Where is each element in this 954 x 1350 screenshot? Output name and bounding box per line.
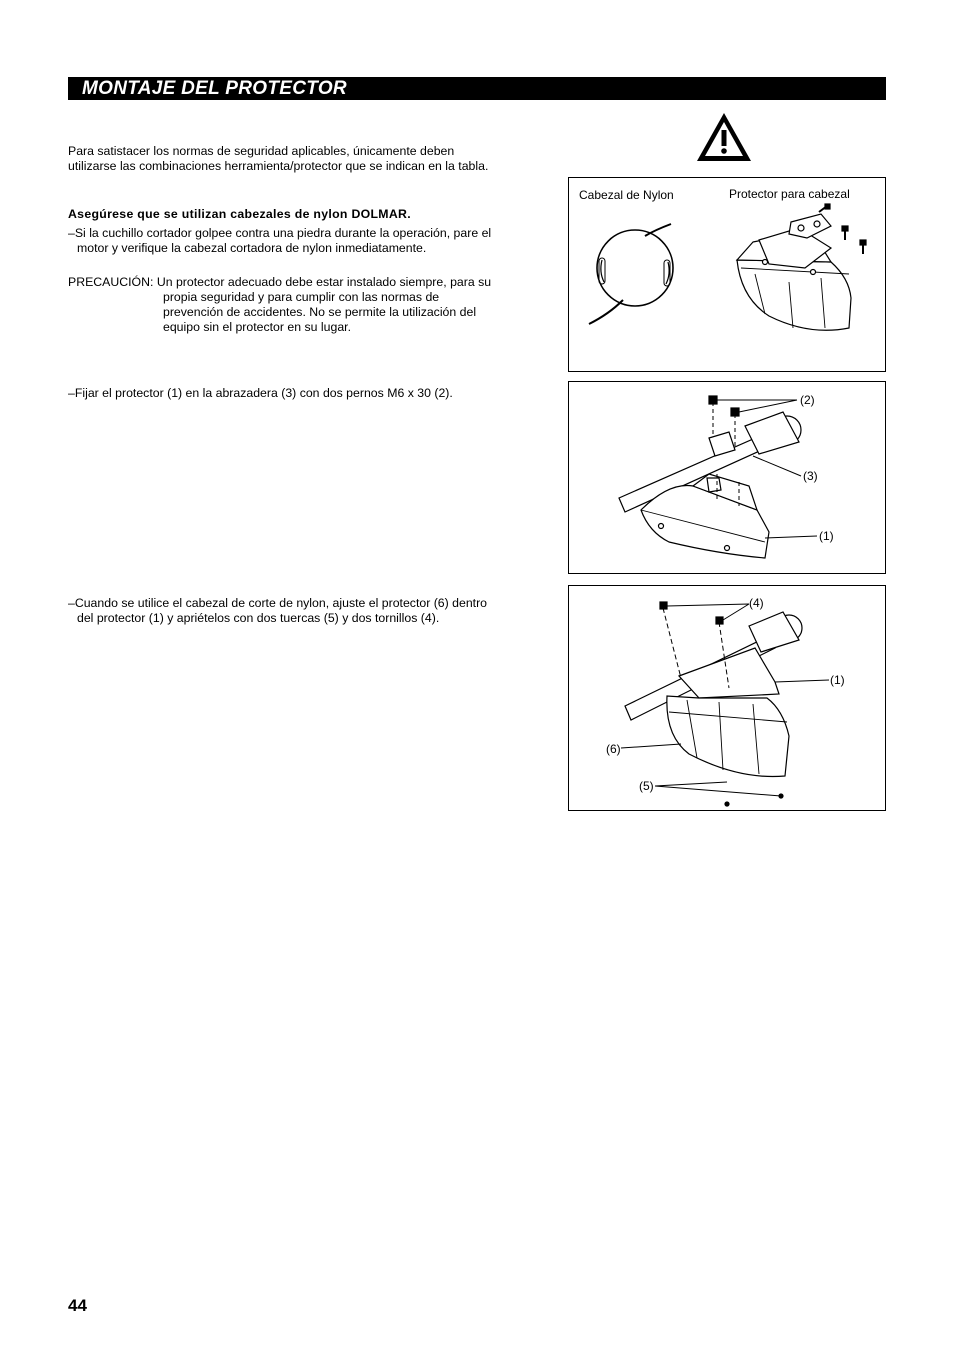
figure-nylon-protector-assembly [568, 585, 886, 811]
step-1-text: –Fijar el protector (1) en la abrazadera (3) con dos pernos M6 x 30 (2). [68, 386, 453, 400]
section-title: MONTAJE DEL PROTECTOR [82, 78, 347, 99]
nylon-protector-assembly-drawing [569, 586, 885, 810]
intro-paragraph: Para satistacer los normas de seguridad aplicables, únicamente deben utilizarse las combinaciones herramienta/protector que se indican en la tabla. [68, 144, 489, 173]
caution-paragraph: PRECAUCIÓN: Un protector adecuado debe estar instalado siempre, para su propia seguridad y para cumplir con las normas de prevención de accidentes. No se permite la utilización del equipo sin el protector en su lugar. [68, 275, 492, 334]
page-number: 44 [68, 1296, 87, 1315]
section-banner [68, 77, 886, 100]
callout-1: (1) [819, 529, 834, 543]
nylon-note-heading: Asegúrese que se utilizan cabezales de nylon DOLMAR. [68, 207, 411, 221]
protector-label: Protector para cabezal [729, 187, 850, 201]
callout-6: (6) [606, 742, 621, 756]
protector-clamp-drawing [569, 382, 885, 573]
warning-triangle-icon [694, 110, 754, 164]
protector-icon [737, 204, 866, 330]
callout-3: (3) [803, 469, 818, 483]
nylon-head-icon [589, 224, 673, 324]
step-2-text: –Cuando se utilice el cabezal de corte de nylon, ajuste el protector (6) dentro del protector (1) y apriételos con dos tuercas (5) y dos tornillos (4). [68, 596, 488, 625]
callout-1b: (1) [830, 673, 845, 687]
nylon-head-label: Cabezal de Nylon [579, 188, 674, 202]
nylon-protector-drawing [569, 178, 885, 371]
figure-protector-clamp [568, 381, 886, 574]
callout-5: (5) [639, 779, 654, 793]
callout-4: (4) [749, 596, 764, 610]
figure-nylon-head-protector [568, 177, 886, 372]
nylon-note: Asegúrese que se utilizan cabezales de nylon DOLMAR. –Si la cuchillo cortador golpee contra una piedra durante la operación, pare el motor y verifique la cabezal cortadora de nylon inmediatamente. [68, 207, 492, 255]
callout-2: (2) [800, 393, 815, 407]
